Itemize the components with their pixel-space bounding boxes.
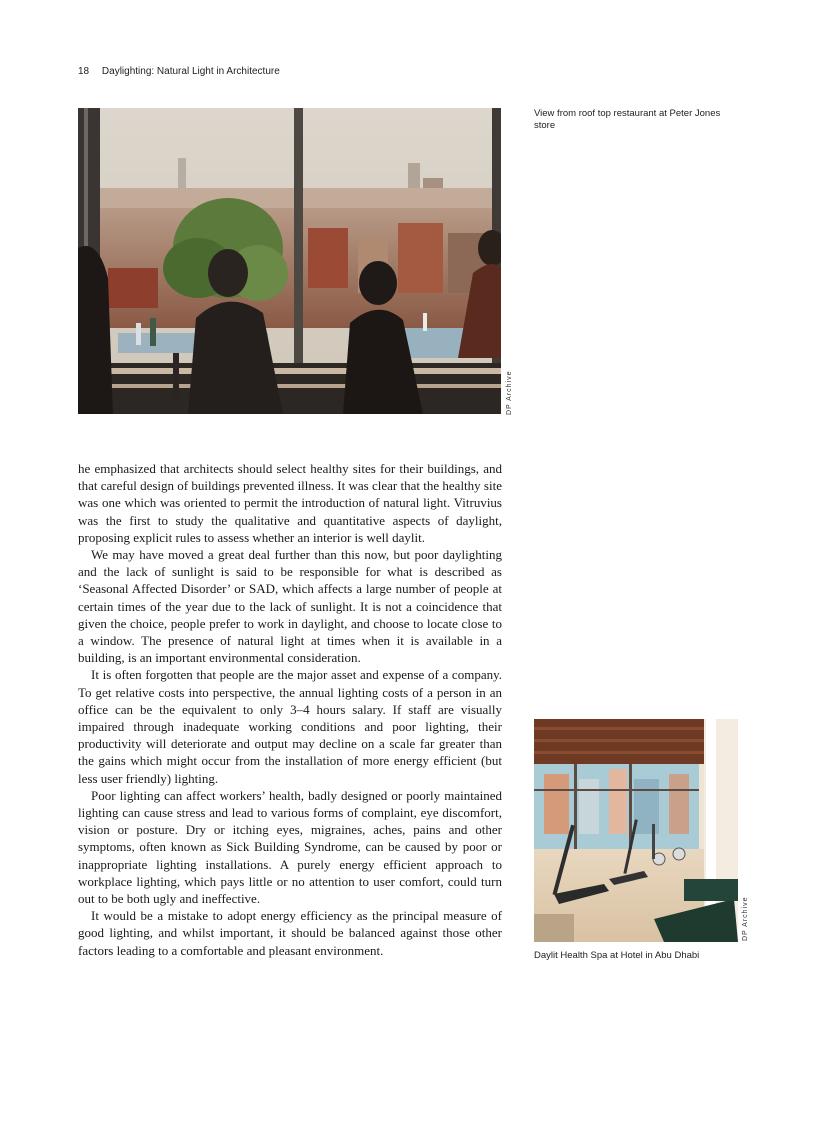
photo-credit: DP Archive [506,370,513,415]
restaurant-photo [78,108,501,414]
figure-caption: Daylit Health Spa at Hotel in Abu Dhabi [534,950,700,961]
page-number: 18 [78,66,90,77]
photo-credit: DP Archive [742,896,749,941]
paragraph: he emphasized that architects should select healthy sites for their buildings, and that careful design of buildings prevented illness. It was clear that the healthy site was one which was oriented to permit the introduction of natural light. Vitruvius was the first to study the qualitative and quantitative aspects of daylight, proposing explicit rules to assess whether an interior is well daylit. [78,461,502,545]
figure-caption: View from roof top restaurant at Peter Jones store [534,108,721,131]
paragraph: It would be a mistake to adopt energy efficiency as the principal measure of good lighting, and whilst important, it should be balanced against those other factors leading to a comfortable and pleasant environment. [78,908,502,958]
health-spa-photo [534,719,738,942]
paragraph: Poor lighting can affect workers’ health, badly designed or poorly maintained lighting can cause stress and lead to various forms of complaint, eye discomfort, vision or posture. Dry or itching eyes, migraines, aches, pains and other symptoms, often known as Sick Building Syndrome, can be caused by poor or inappropriate lighting installations. A purely energy efficient approach to workplace lighting, which pays little or no attention to user comfort, could turn out to be both ugly and ineffective. [78,787,502,907]
running-header [78,66,280,77]
paragraph: It is often forgotten that people are the major asset and expense of a company. To get relative costs into perspective, the annual lighting costs of a person in an office can be the equivalent to only 3–4 hours salary. If staff are visually impaired through inadequate working conditions and poor lighting, their productivity will deteriorate and output may decline on a scale far greater than the gains which might occur from the installation of more energy efficient (but less user friendly) lighting. [78,667,502,786]
paragraph: We may have moved a great deal further than this now, but poor daylighting and the lack of sunlight is said to be responsible for what is described as ‘Seasonal Affected Disorder’ or SAD, which affects a large number of people at certain times of the year due to the lack of sunlight. It is not a coincidence that given the choice, people prefer to work in daylight, and choose to locate close to a window. The presence of natural light at times when it is available in a building, is an important environmental consideration. [78,547,502,666]
body-text [78,460,502,959]
running-title: Daylighting: Natural Light in Architecture [101,66,280,77]
